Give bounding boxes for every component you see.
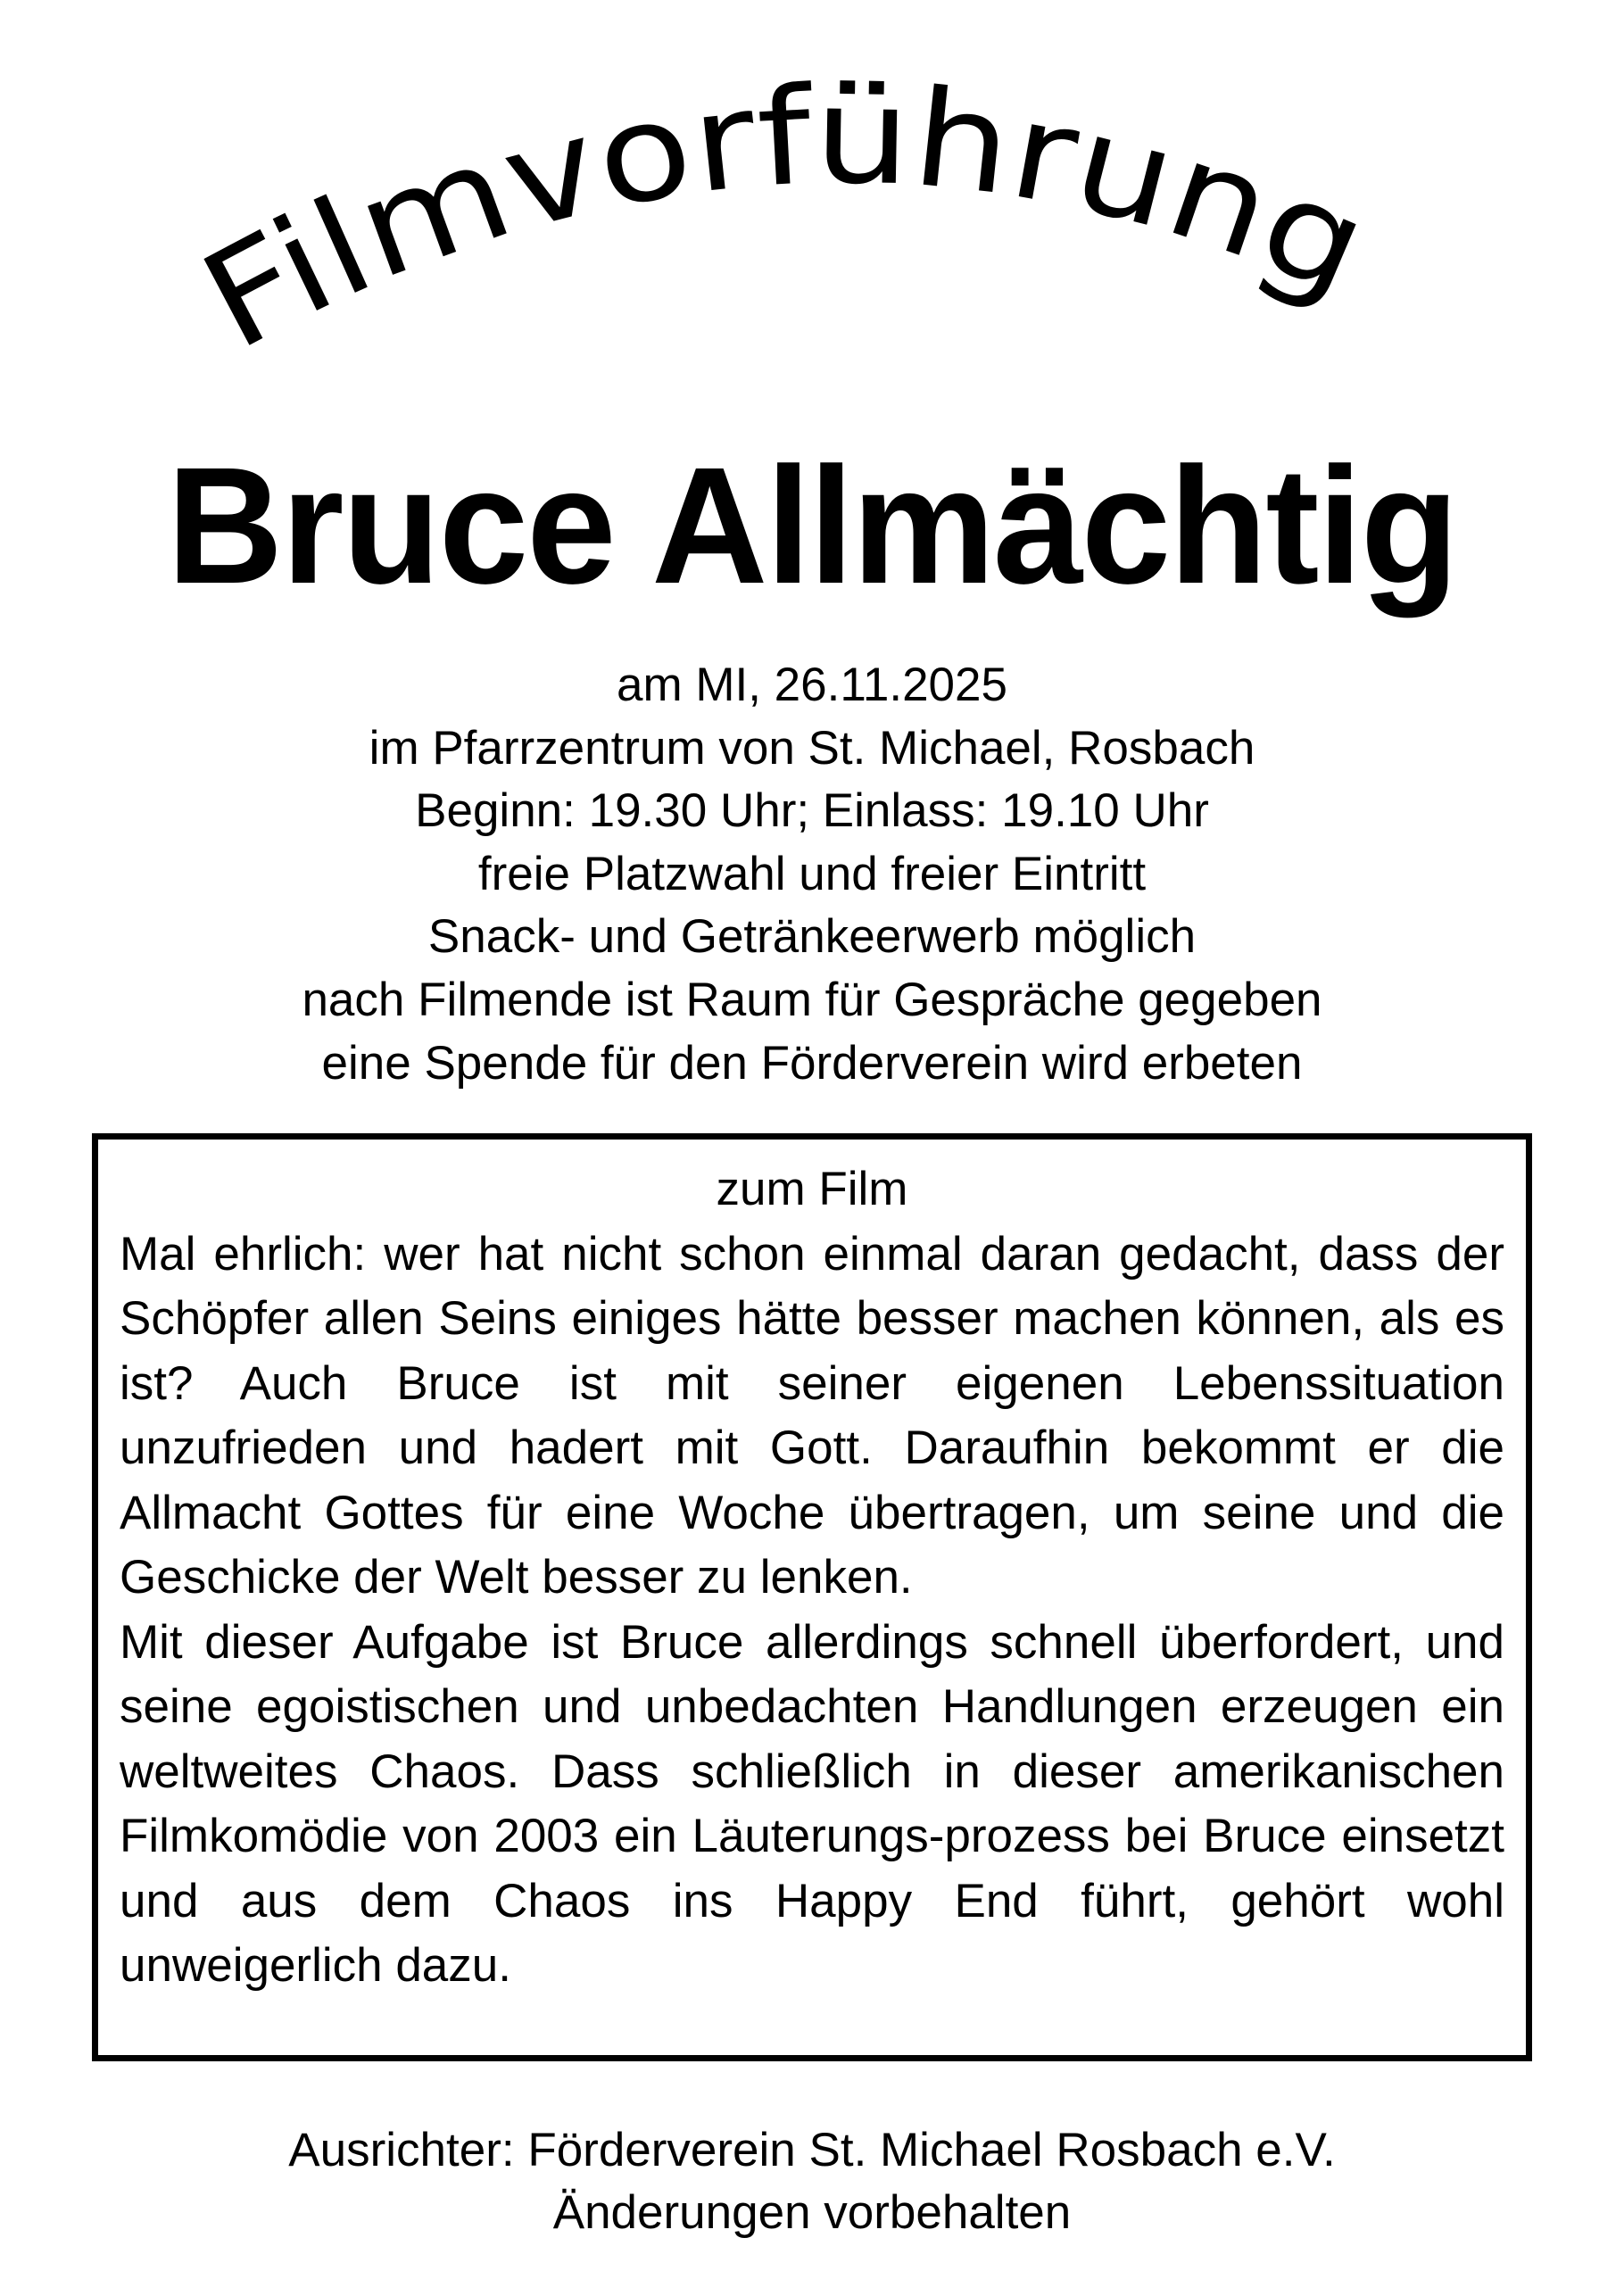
arc-heading (0, 0, 1624, 410)
event-admission: freie Platzwahl und freier Eintritt (477, 847, 1147, 900)
footer (0, 2119, 1624, 2244)
film-description-box (92, 1133, 1532, 2061)
event-info (0, 654, 1624, 1095)
film-paragraph-1: Mal ehrlich: wer hat nicht schon einmal daran gedacht, dass der Schöpfer allen Seins einiges hätte besser machen können, als es ist? Auch Bruce ist mit seiner eigenen Lebenssituation unzufrieden und hadert mit Gott. Daraufhin bekommt er die Allmacht Gottes für eine Woche übertragen, um seine und die Geschicke der Welt besser zu lenken. (120, 1227, 1504, 1604)
event-location: im Pfarrzentrum von St. Michael, Rosbach (369, 721, 1255, 775)
event-discussion: nach Filmende ist Raum für Gespräche gegeben (302, 973, 1322, 1026)
film-description-content (120, 1157, 1504, 1999)
event-times: Beginn: 19.30 Uhr; Einlass: 19.10 Uhr (415, 784, 1209, 838)
movie-title: Bruce Allmächtig (166, 434, 1458, 618)
arc-heading-path: Filmvorführung (178, 58, 1378, 381)
film-paragraph-2: Mit dieser Aufgabe ist Bruce allerdings schnell überfordert, und seine egoistischen und unbedachten Handlungen erzeugen ein weltweites Chaos. Dass schließlich in dieser amerikanischen Filmkomödie von 2003 ein Läuterungs-prozess bei Bruce einsetzt und aus dem Chaos ins Happy End führt, gehört wohl unweigerlich dazu. (120, 1615, 1504, 1992)
event-snacks: Snack- und Getränkeerwerb möglich (427, 910, 1197, 964)
event-donation: eine Spende für den Förderverein wird erbeten (321, 1036, 1303, 1090)
disclaimer-line: Änderungen vorbehalten (552, 2186, 1072, 2239)
organizer-line: Ausrichter: Förderverein St. Michael Rosbach e.V. (288, 2124, 1336, 2176)
arc-heading-text (178, 58, 1388, 380)
event-date: am MI, 26.11.2025 (616, 659, 1007, 711)
film-box-heading: zum Film (716, 1163, 908, 1215)
